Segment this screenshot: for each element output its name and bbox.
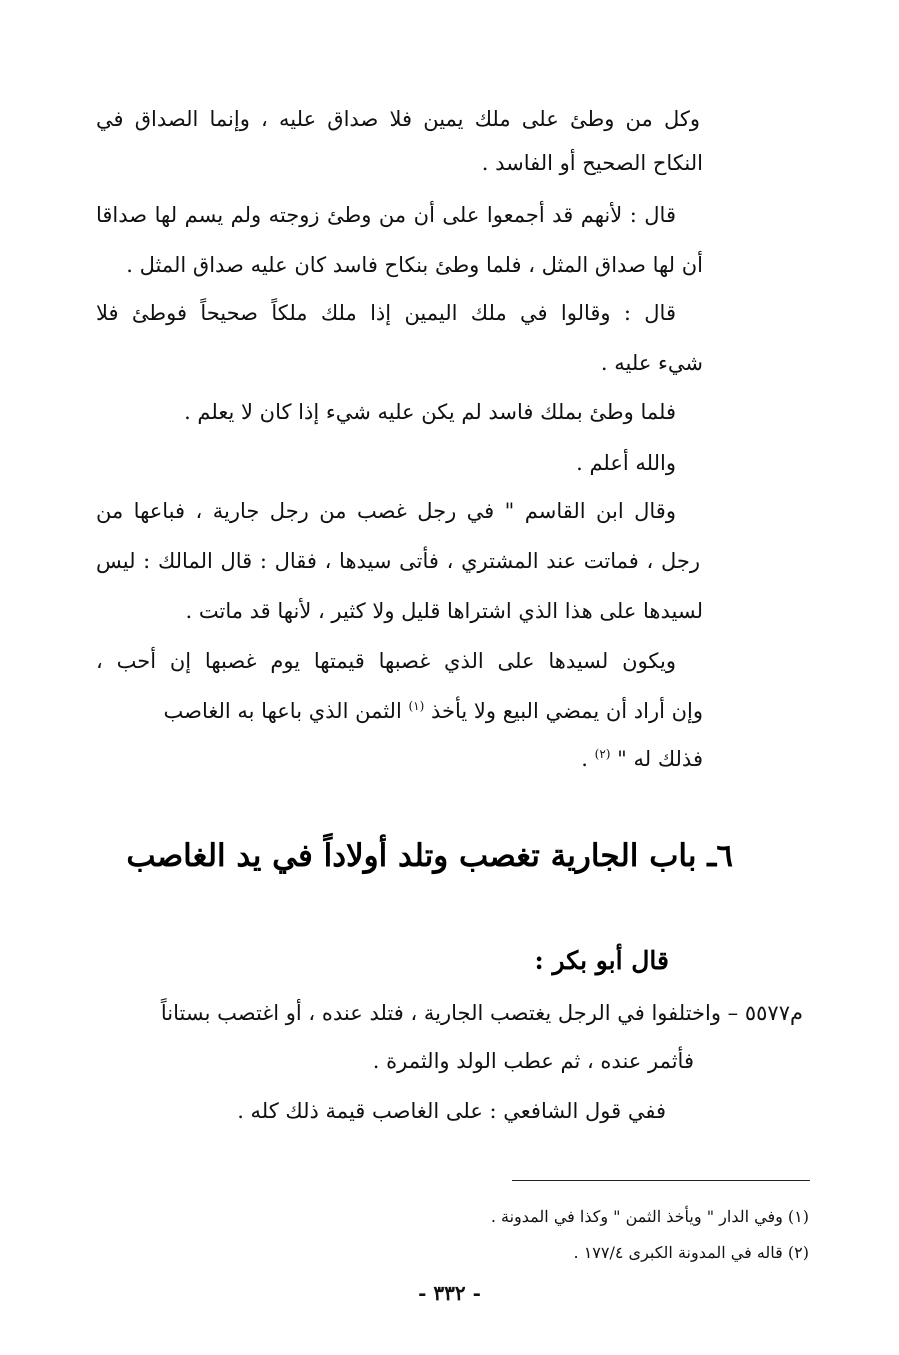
text-segment: . xyxy=(581,747,588,771)
text-line: ويكون لسيدها على الذي غصبها قيمتها يوم غصبها إن أحب ، xyxy=(96,649,676,673)
text-segment: فذلك له " xyxy=(617,747,703,771)
text-line: وكل من وطئ على ملك يمين فلا صداق عليه ، وإنما الصداق في xyxy=(96,107,700,131)
footnote: (١) وفي الدار " ويأخذ الثمن " وكذا في المدونة . xyxy=(490,1207,809,1226)
entry-line: ففي قول الشافعي : على الغاصب قيمة ذلك كله . xyxy=(237,1099,666,1123)
text-line xyxy=(581,744,703,774)
entry-line: فأثمر عنده ، ثم عطب الولد والثمرة . xyxy=(372,1049,694,1073)
footnote: (٢) قاله في المدونة الكبرى ١٧٧/٤ . xyxy=(573,1243,809,1262)
speaker-heading: قال أبو بكر : xyxy=(534,946,669,975)
text-line: أن لها صداق المثل ، فلما وطئ بنكاح فاسد كان عليه صداق المثل . xyxy=(126,253,703,277)
chapter-title: ٦ـ باب الجارية تغصب وتلد أولاداً في يد الغاصب xyxy=(126,838,733,874)
text-line: والله أعلم . xyxy=(576,451,676,475)
entry-line: م٥٥٧٧ – واختلفوا في الرجل يغتصب الجارية ، فتلد عنده ، أو اغتصب بستاناً xyxy=(160,1001,803,1025)
text-line: وقال ابن القاسم " في رجل غصب من رجل جارية ، فباعها من xyxy=(96,499,676,523)
text-line: لسيدها على هذا الذي اشتراها قليل ولا كثير ، لأنها قد ماتت . xyxy=(185,599,703,623)
text-line: رجل ، فماتت عند المشتري ، فأتى سيدها ، فقال : قال المالك : ليس xyxy=(96,549,700,573)
text-line: شيء عليه . xyxy=(600,351,703,375)
footnote-ref: (٢) xyxy=(594,747,611,761)
footnote-divider xyxy=(512,1180,810,1181)
text-line: قال : لأنهم قد أجمعوا على أن من وطئ زوجته ولم يسم لها صداقا xyxy=(96,203,676,227)
text-line: فلما وطئ بملك فاسد لم يكن عليه شيء إذا كان لا يعلم . xyxy=(184,400,676,424)
text-line xyxy=(164,696,703,726)
text-segment: وإن أراد أن يمضي البيع ولا يأخذ xyxy=(430,699,703,723)
text-line: قال : وقالوا في ملك اليمين إذا ملك ملكاً صحيحاً فوطئ فلا xyxy=(96,301,676,325)
text-segment: الثمن الذي باعها به الغاصب xyxy=(163,699,402,723)
text-line: النكاح الصحيح أو الفاسد . xyxy=(481,151,703,175)
page-number: - ٣٣٢ - xyxy=(418,1281,481,1305)
footnote-ref: (١) xyxy=(408,699,425,713)
